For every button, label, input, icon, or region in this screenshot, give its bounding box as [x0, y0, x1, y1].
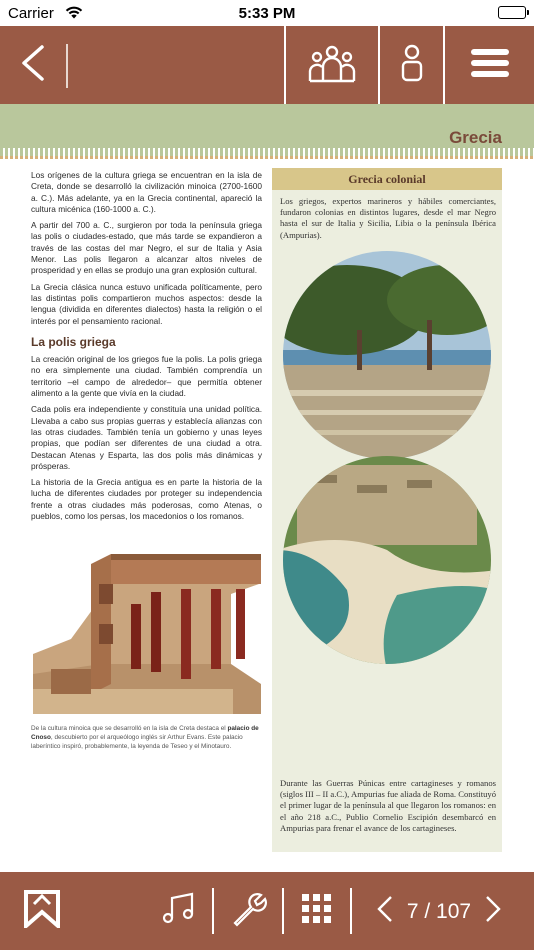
box-title: Grecia colonial [272, 168, 502, 190]
subheading: La polis griega [31, 334, 116, 349]
audio-button[interactable] [150, 872, 208, 950]
divider [350, 888, 352, 934]
group-button[interactable] [286, 26, 378, 104]
bookmark-button[interactable] [12, 872, 72, 950]
caption-bold: palacio de Cnoso [31, 725, 259, 741]
music-icon [162, 892, 196, 931]
divider [212, 888, 214, 934]
carrier-label: Carrier [8, 5, 54, 22]
paragraph: La historia de la Grecia antigua es en parte la historia de la lucha de diferentes ciudades por proteger su independencia frente a otras ciudades más poderosas, como Atenas, o pueblos, como los persas, los macedonios o los romanos. [31, 477, 262, 522]
page-number: 7 / 107 [406, 900, 472, 923]
prev-icon [376, 894, 394, 929]
next-page-button[interactable] [478, 872, 508, 950]
knossos-palace-image [31, 544, 261, 714]
tools-button[interactable] [220, 872, 278, 950]
wrench-icon [231, 891, 267, 932]
profile-button[interactable] [380, 26, 443, 104]
main-text-column [31, 170, 262, 527]
caption-text: , descubierto por el arqueólogo inglés sir Arthur Evans. Este palacio laberíntico inspiró, probablemente, la leyenda de Teseo y el Minotauro. [31, 734, 243, 750]
pages-grid-button[interactable] [288, 872, 346, 950]
ampurias-photos [277, 250, 497, 690]
clock: 5:33 PM [238, 5, 296, 22]
bookmark-icon [24, 890, 60, 933]
page-title: Grecia [449, 128, 502, 147]
status-bar [0, 0, 534, 26]
dotted-border [0, 156, 534, 159]
image-caption [31, 724, 261, 751]
box-intro: Los griegos, expertos marineros y hábiles comerciantes, fundaron colonias en distintos lugares, desde el mar Negro hasta el sur de Italia y Sicilia, Libia o la península Ibérica (Ampurias). [280, 196, 496, 240]
menu-button[interactable] [445, 26, 534, 104]
divider [66, 44, 68, 88]
back-button[interactable] [0, 26, 66, 104]
back-icon [18, 43, 48, 88]
paragraph: La creación original de los griegos fue la polis. La polis griega no era simplemente una ciudad. También comprendía un territorio –el campo de alrededor– que permitía obtener alimento a la gente que vivía en la ciudad. [31, 354, 262, 399]
divider [282, 888, 284, 934]
paragraph: Cada polis era independiente y constituía una unidad política. Llevaba a cabo sus propias guerras y establecía alianzas con las otras ciudades. También tenía un gobierno y unas leyes propias, que podían ser diferentes de una ciudad a otra. Destacan Atenas y Esparta, las dos polis más dinámicas y prósperas. [31, 404, 262, 471]
paragraph: Los orígenes de la cultura griega se encuentran en la isla de Creta, donde se desarrolló la civilización minoica (2700-1600 a. C.). Más adelante, ya en la Grecia continental, apareció la cultura micénica (160-1000 a. C.). [31, 170, 262, 214]
book-page [0, 104, 534, 872]
paragraph: La Grecia clásica nunca estuvo unificada políticamente, pero las distintas polis compartieron muchos aspectos: desde la lengua (dividida en diferentes dialectos) hasta la religión o el interés por el pensamiento racional. [31, 281, 262, 326]
dotted-border [0, 148, 534, 156]
next-icon [484, 894, 502, 929]
sidebar-box [272, 168, 502, 852]
menu-icon [471, 47, 509, 84]
prev-page-button[interactable] [370, 872, 400, 950]
top-toolbar [0, 26, 534, 104]
bottom-toolbar [0, 872, 534, 950]
battery-icon [498, 6, 526, 19]
caption-text: De la cultura minoica que se desarrolló en la isla de Creta destaca el [31, 725, 228, 732]
grid-icon [302, 894, 332, 929]
user-icon [400, 44, 424, 87]
box-outro: Durante las Guerras Púnicas entre cartagineses y romanos (siglos III – II a.C.), Ampurias fue aliada de Roma. Constituyó el primer lugar de la península al que llegaron los romanos: en el año 218 a.C., Publio Cornelio Escipión desembarcó en Ampurias para frenar el avance de los cartagineses. [280, 778, 496, 833]
group-icon [308, 43, 356, 88]
paragraph: A partir del 700 a. C., surgieron por toda la península griega las polis o ciudades-estado, que más tarde se expandieron a través de las costas del mar Negro, el sur de Italia y Asia Menor. Las polis llegaron a alcanzar altos niveles de prosperidad y en ellas se produjo una gran explosión cultural. [31, 220, 262, 276]
